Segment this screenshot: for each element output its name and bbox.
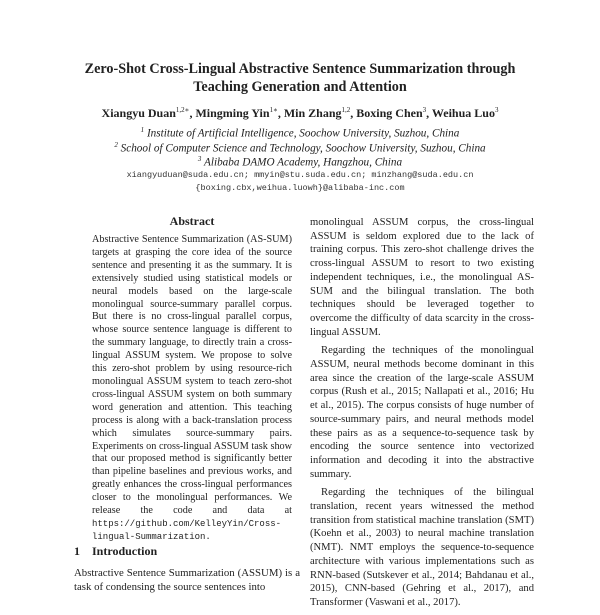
affiliation: $^2$ School of Computer Science and Technology, Soochow University, Suzhou, China: [114, 141, 486, 155]
author-emails: xiangyuduan@suda.edu.cn; mmyin@stu.suda.edu.cn; minzhang@suda.edu.cn: [126, 170, 474, 180]
affiliation: $^3$ Alibaba DAMO Academy, Hangzhou, China: [197, 155, 403, 169]
abstract-text: Abstractive Sentence Summarization (AS-SUM) targets at grasping the core idea of the source sentence and presenting it as the summary. It is extensively studied using statistical models or neural models based on the large-scale monolingual source-summary parallel corpus. But there is no cross-lingual parallel corpus, whose source sentence language is different to the summary language, to directly train a cross-lingual ASSUM system. We propose to solve this zero-shot problem by using resource-rich monolingual ASSUM system to teach zero-shot cross-lingual ASSUM system on both summary word generation and attention. This teaching process is along with a back-translation process which simulates source-summary pairs. Experiments on cross-lingual ASSUM task show that our proposed method is significantly better than pipeline baselines and previous works, and greatly enhances the cross-lingual performances closer to the monolingual performances. We release the code and data at: [92, 234, 292, 517]
author: Mingming Yin$^{1∗}$: [195, 106, 278, 120]
section-heading: [74, 544, 314, 559]
author-emails: {boxing.cbx,weihua.luowh}@alibaba-inc.com: [195, 183, 405, 193]
code-link[interactable]: https://github.com/KelleyYin/Cross-lingual-Summarization.: [92, 518, 282, 542]
author-list: Xiangyu Duan$^{1,2∗}$, Mingming Yin$^{1∗}$, Min Zhang$^{1,2}$, Boxing Chen$^3$, Weihua Luo$^3$: [101, 106, 499, 120]
body-paragraph: Regarding the techniques of the bilingual translation, recent years witnessed the method transition from statistical machine translation (SMT) (Koehn et al., 2003) to neural machine translation (NMT). NMT employs the sequence-to-sequence architecture with various implementations such as RNN-based (Sutskever et al., 2014; Bahdanau et al., 2015), CNN-based (Gehring et al., 2017), and Transformer (Vaswani et al., 2017).: [310, 487, 534, 608]
affiliation: $^1$ Institute of Artificial Intelligence, Soochow University, Suzhou, China: [140, 126, 460, 140]
right-column: [310, 216, 534, 615]
paper-title: Zero-Shot Cross-Lingual Abstractive Sentence Summarization through Teaching Generation and Attention: [84, 61, 516, 95]
author: Xiangyu Duan$^{1,2∗}$: [101, 106, 190, 120]
body-paragraph: Regarding the techniques of the monolingual ASSUM, neural methods become dominant in this area since the creation of the large-scale ASSUM corpus (Rush et al., 2015; Nallapati et al., 2016; Hu et al., 2015). The corpus consists of huge number of source-summary pairs, and neural methods model these pairs as as a sequence-to-sequence task by encoding the source sentence into vectorized information and decoding it into the abstractive summary.: [310, 345, 534, 480]
abstract-body: [92, 234, 292, 544]
author: Boxing Chen$^3$: [356, 106, 427, 120]
author: Weihua Luo$^3$: [431, 106, 499, 120]
body-paragraph: monolingual ASSUM corpus, the cross-lingual ASSUM is seldom explored due to the lack of training corpus. This zero-shot challenge drives the cross-lingual ASSUM to resort to two existing independent techniques, i.e., the monolingual AS-SUM and the bilingual translation. The both techniques should be leveraged together to overcome the difficulty of data scarcity in the cross-lingual ASSUM.: [310, 217, 534, 338]
intro-paragraph: Abstractive Sentence Summarization (ASSUM) is a task of condensing the source sentences into: [74, 567, 300, 593]
author: Min Zhang$^{1,2}$: [283, 106, 351, 120]
section-title: Introduction: [92, 544, 158, 558]
section-number: 1: [74, 544, 80, 558]
abstract-heading: Abstract: [169, 214, 215, 228]
